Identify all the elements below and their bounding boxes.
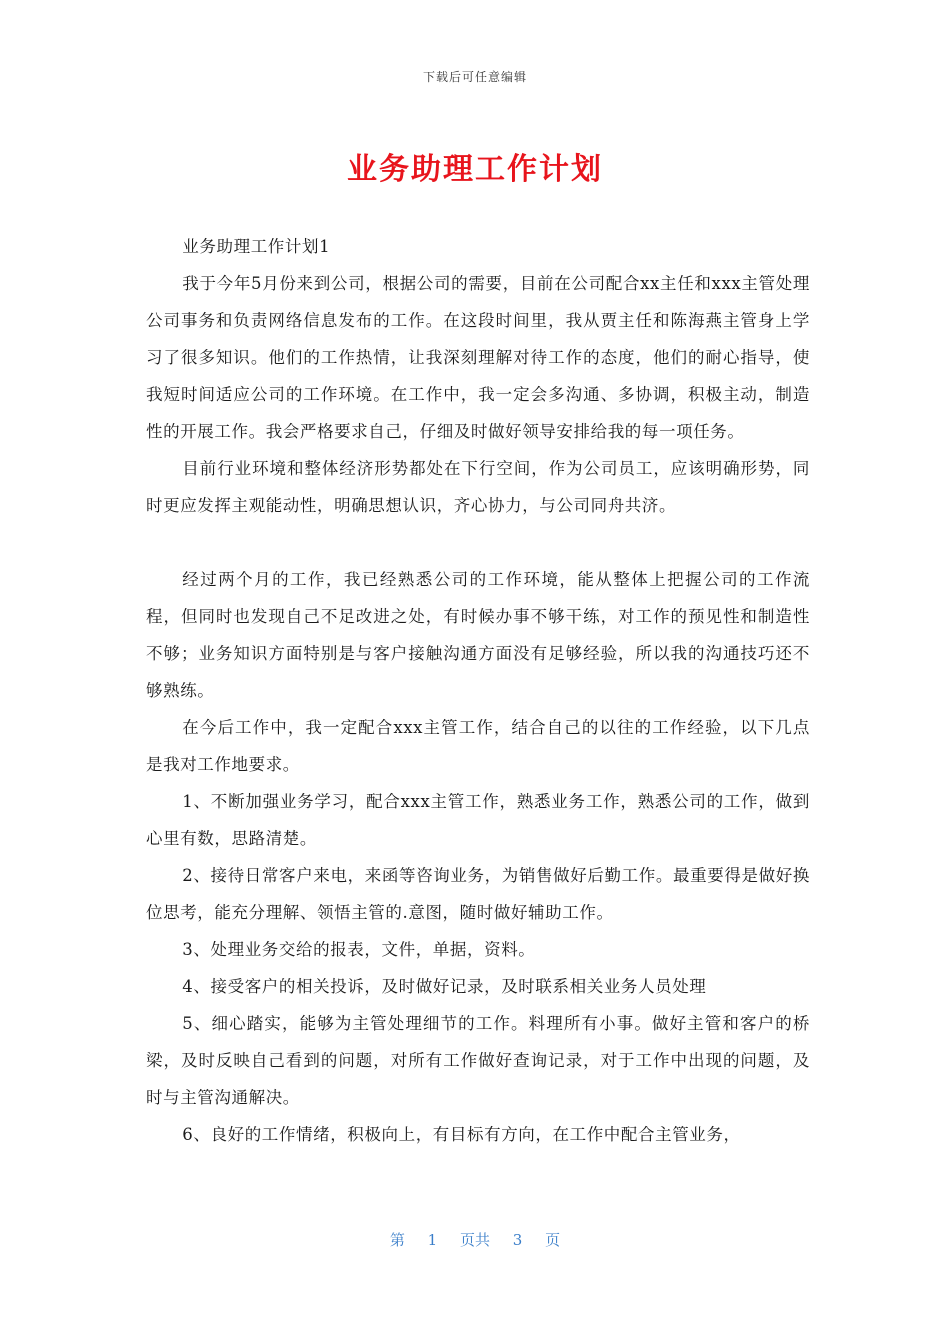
page-current-number: 1 xyxy=(427,1231,438,1249)
page-footer xyxy=(0,1229,950,1250)
list-item-3: 3、处理业务交给的报表，文件，单据，资料。 xyxy=(182,940,536,959)
document-body xyxy=(146,228,810,1153)
list-item-1: 1、不断加强业务学习，配合xxx主管工作，熟悉业务工作，熟悉公司的工作，做到心里有数，思路清楚。 xyxy=(146,792,810,848)
paragraph-environment: 目前行业环境和整体经济形势都处在下行空间，作为公司员工，应该明确形势，同时更应发挥主观能动性，明确思想认识，齐心协力，与公司同舟共济。 xyxy=(146,459,810,515)
list-item-5: 5、细心踏实，能够为主管处理细节的工作。料理所有小事。做好主管和客户的桥梁，及时反映自己看到的问题，对所有工作做好查询记录，对于工作中出现的问题，及时与主管沟通解决。 xyxy=(146,1014,810,1107)
paragraph-section-heading: 业务助理工作计划1 xyxy=(182,237,331,256)
list-item-2: 2、接待日常客户来电，来函等咨询业务，为销售做好后勤工作。最重要得是做好换位思考，能充分理解、领悟主管的.意图，随时做好辅助工作。 xyxy=(146,866,810,922)
paragraph-reflection: 经过两个月的工作，我已经熟悉公司的工作环境，能从整体上把握公司的工作流程，但同时也发现自己不足改进之处，有时候办事不够干练，对工作的预见性和制造性不够；业务知识方面特别是与客户接触沟通方面没有足够经验，所以我的沟通技巧还不够熟练。 xyxy=(146,570,810,700)
page-label-middle: 页共 xyxy=(459,1231,490,1249)
page-label-prefix: 第 xyxy=(389,1231,405,1249)
list-item-6: 6、良好的工作情绪，积极向上，有目标有方向，在工作中配合主管业务， xyxy=(182,1125,741,1144)
page-total-number: 3 xyxy=(512,1231,523,1249)
page-label-suffix: 页 xyxy=(545,1231,561,1249)
document-title: 业务助理工作计划 xyxy=(347,152,603,187)
list-item-4: 4、接受客户的相关投诉，及时做好记录，及时联系相关业务人员处理 xyxy=(182,977,707,996)
paragraph-future-intro: 在今后工作中，我一定配合xxx主管工作，结合自己的以往的工作经验，以下几点是我对工作地要求。 xyxy=(146,718,810,774)
header-note: 下载后可任意编辑 xyxy=(422,70,527,84)
paragraph-intro: 我于今年5月份来到公司，根据公司的需要，目前在公司配合xx主任和xxx主管处理公司事务和负责网络信息发布的工作。在这段时间里，我从贾主任和陈海燕主管身上学习了很多知识。他们的工作热情，让我深刻理解对待工作的态度，他们的耐心指导，使我短时间适应公司的工作环境。在工作中，我一定会多沟通、多协调，积极主动，制造性的开展工作。我会严格要求自己，仔细及时做好领导安排给我的每一项任务。 xyxy=(146,274,810,441)
